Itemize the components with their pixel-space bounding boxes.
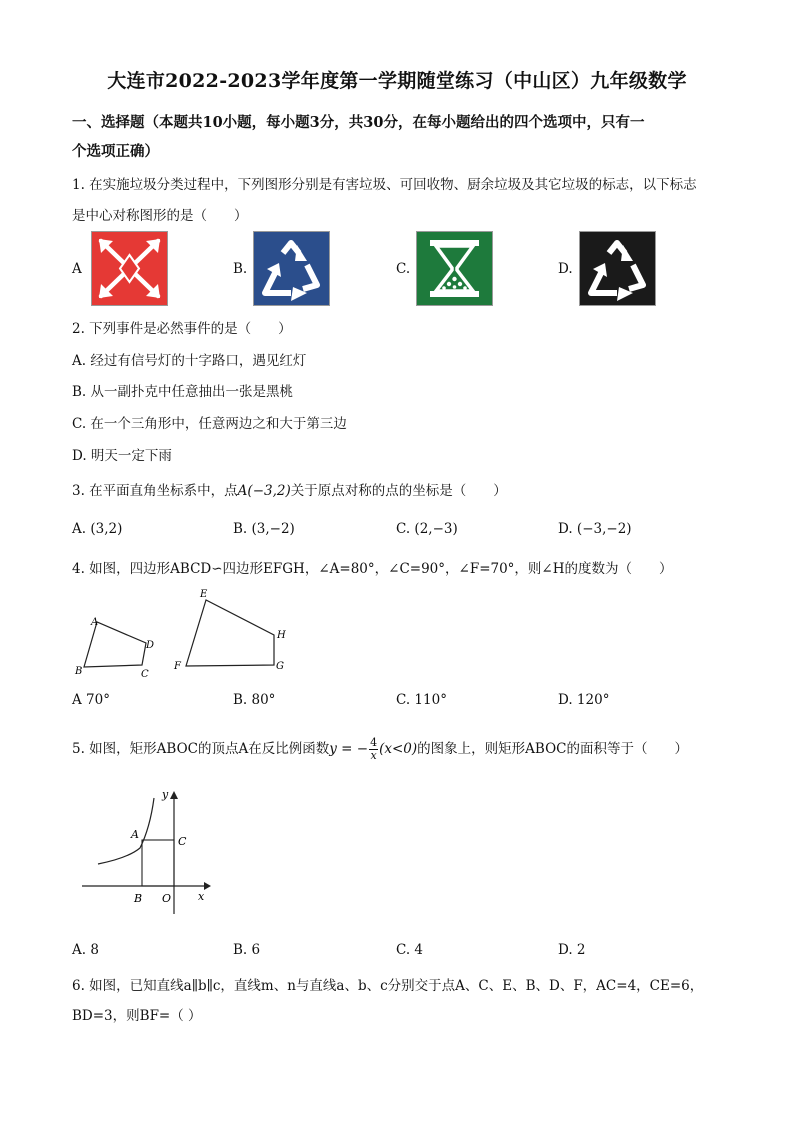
label-c: C <box>178 835 187 848</box>
q5-option-b: B. 6 <box>233 942 261 958</box>
q5-func-lhs: y = − <box>329 741 369 757</box>
q5-option-c: C. 4 <box>396 942 424 958</box>
q4-figure <box>70 585 300 685</box>
recyclable-icon <box>253 231 330 306</box>
kitchen-waste-icon <box>416 231 493 306</box>
q6-stem-line2: BD=3，则BF=（ ） <box>72 1008 202 1024</box>
label-g: G <box>276 661 284 672</box>
label-o: O <box>162 892 172 905</box>
y-axis-arrow <box>170 791 178 799</box>
label-f: F <box>174 661 181 672</box>
label-a: A <box>131 828 139 841</box>
q5-stem <box>72 737 688 762</box>
q3-option-c: C. (2,−3) <box>396 521 458 537</box>
label-b: B <box>75 666 83 677</box>
q3-option-b: B. (3,−2) <box>233 521 295 537</box>
q1-option-b-label: B. <box>233 261 248 277</box>
label-b: B <box>134 892 143 905</box>
q1-option-d-label: D. <box>558 261 573 277</box>
q3-option-d: D. (−3,−2) <box>558 521 632 537</box>
q5-fraction <box>369 737 378 762</box>
q5-option-a: A. 8 <box>72 942 99 958</box>
q2-stem: 2. 下列事件是必然事件的是（ ） <box>72 321 292 337</box>
section-heading-line1: 一、选择题（本题共10小题，每小题3分，共30分，在每小题给出的四个选项中，只有一 <box>72 114 645 131</box>
q1-stem-line1: 1. 在实施垃圾分类过程中，下列图形分别是有害垃圾、可回收物、厨余垃圾及其它垃圾的标志，以下标志 <box>72 177 697 193</box>
label-x: x <box>198 890 205 903</box>
q4-stem: 4. 如图，四边形ABCD∽四边形EFGH，∠A=80°，∠C=90°，∠F=70°，则∠H的度数为（ ） <box>72 561 673 577</box>
q1-option-c-label: C. <box>396 261 411 277</box>
label-e: E <box>200 589 208 600</box>
q3-option-a: A. (3,2) <box>72 521 123 537</box>
q2-option-b: B. 从一副扑克中任意抽出一张是黑桃 <box>72 384 294 400</box>
q3-stem-b: 关于原点对称的点的坐标是（ ） <box>290 483 507 499</box>
q5-option-d: D. 2 <box>558 942 586 958</box>
section-heading-line2: 个选项正确） <box>72 143 159 160</box>
label-d: D <box>146 640 155 651</box>
q5-stem-a: 5. 如图，矩形ABOC的顶点A在反比例函数 <box>72 741 330 757</box>
label-h: H <box>277 630 286 641</box>
q5-func-num: 4 <box>370 736 378 749</box>
q2-option-d: D. 明天一定下雨 <box>72 448 172 464</box>
q2-option-a: A. 经过有信号灯的十字路口，遇见红灯 <box>72 353 307 369</box>
label-a: A <box>91 617 99 628</box>
q2-option-c: C. 在一个三角形中，任意两边之和大于第三边 <box>72 416 347 432</box>
label-y: y <box>162 788 169 801</box>
q6-stem-line1: 6. 如图，已知直线a∥b∥c，直线m、n与直线a、b、c分别交于点A、C、E、B、D、F，AC=4，CE=6， <box>72 978 704 994</box>
q1-option-a-label: A <box>72 261 82 277</box>
q3-stem <box>72 479 507 499</box>
q4-option-b: B. 80° <box>233 692 276 708</box>
q5-func-den: x <box>370 749 377 762</box>
q4-option-c: C. 110° <box>396 692 447 708</box>
q4-option-d: D. 120° <box>558 692 610 708</box>
q5-stem-b: 的图象上，则矩形ABOC的面积等于（ ） <box>417 741 688 757</box>
quadrilateral-abcd <box>84 622 146 667</box>
other-waste-icon <box>579 231 656 306</box>
hazardous-waste-icon <box>91 231 168 306</box>
q3-stem-a: 3. 在平面直角坐标系中，点 <box>72 483 238 499</box>
quadrilateral-efgh <box>186 600 274 666</box>
q5-func-cond: (x<0) <box>379 741 418 757</box>
x-axis-arrow <box>204 882 211 890</box>
hyperbola-curve <box>98 798 154 864</box>
q5-figure <box>78 786 218 916</box>
label-c: C <box>141 669 149 680</box>
q1-stem-line2: 是中心对称图形的是（ ） <box>72 208 248 224</box>
q3-point: A(−3,2) <box>237 483 291 499</box>
q4-option-a: A 70° <box>72 692 110 708</box>
rectangle-aboc <box>142 840 174 886</box>
page-title: 大连市2022-2023学年度第一学期随堂练习（中山区）九年级数学 <box>107 70 687 92</box>
